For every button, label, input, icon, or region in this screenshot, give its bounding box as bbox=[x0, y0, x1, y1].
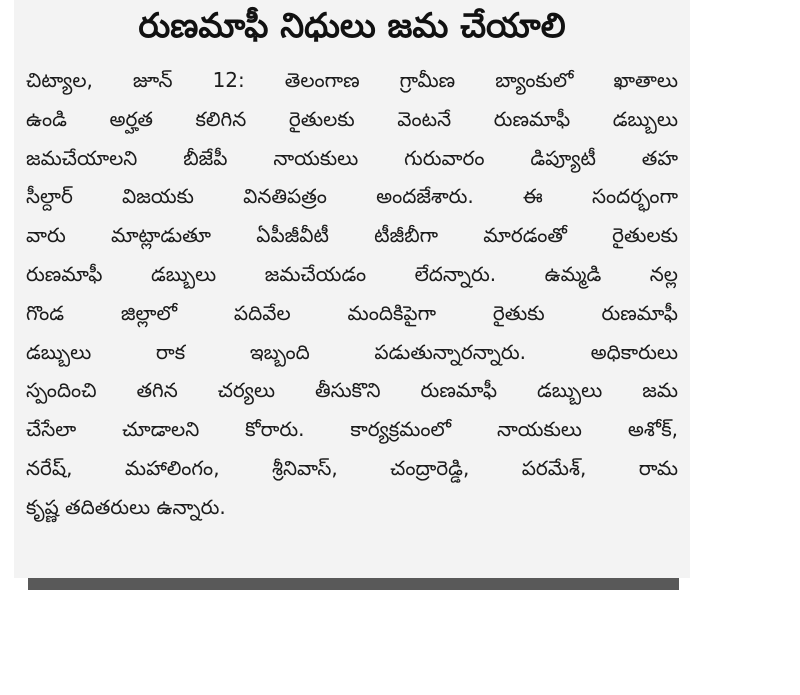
headline: రుణమాఫీ నిధులు జమ చేయాలి bbox=[138, 6, 566, 46]
body-line: జమచేయాలని బీజేపీ నాయకులు గురువారం డిప్యూటీ తహ bbox=[26, 145, 678, 170]
body-line: వారు మాట్లాడుతూ ఏపీజీవీటీ టీజీబీగా మారడంతో రైతులకు bbox=[26, 223, 678, 248]
body-line: స్పందించి తగిన చర్యలు తీసుకొని రుణమాఫీ డబ్బులు జమ bbox=[26, 378, 678, 403]
body-line: రుణమాఫీ డబ్బులు జమచేయడం లేదన్నారు. ఉమ్మడి నల్ల bbox=[26, 261, 678, 286]
body-line: చేసేలా చూడాలని కోరారు. కార్యక్రమంలో నాయకులు అశోక్, bbox=[26, 417, 678, 442]
article-body bbox=[26, 61, 678, 527]
news-clipping bbox=[14, 0, 690, 578]
bottom-rule bbox=[28, 578, 679, 590]
body-line: నరేష్, మహాలింగం, శ్రీనివాస్, చంద్రారెడ్డి, పరమేశ్, రామ bbox=[26, 455, 678, 480]
body-line: చిట్యాల, జూన్ 12: తెలంగాణ గ్రామీణ బ్యాంకులో ఖాతాలు bbox=[26, 68, 678, 92]
body-line: గొండ జిల్లాలో పదివేల మందికిపైగా రైతుకు రుణమాఫీ bbox=[26, 300, 678, 325]
body-line: డబ్బులు రాక ఇబ్బంది పడుతున్నారన్నారు. అధికారులు bbox=[26, 339, 678, 364]
body-line: ఉండి అర్హత కలిగిన రైతులకు వెంటనే రుణమాఫీ డబ్బులు bbox=[26, 106, 678, 131]
body-line: సీల్దార్ విజయకు వినతిపత్రం అందజేశారు. ఈ సందర్భంగా bbox=[26, 184, 678, 209]
body-line: కృష్ణ తదితరులు ఉన్నారు. bbox=[26, 494, 226, 519]
